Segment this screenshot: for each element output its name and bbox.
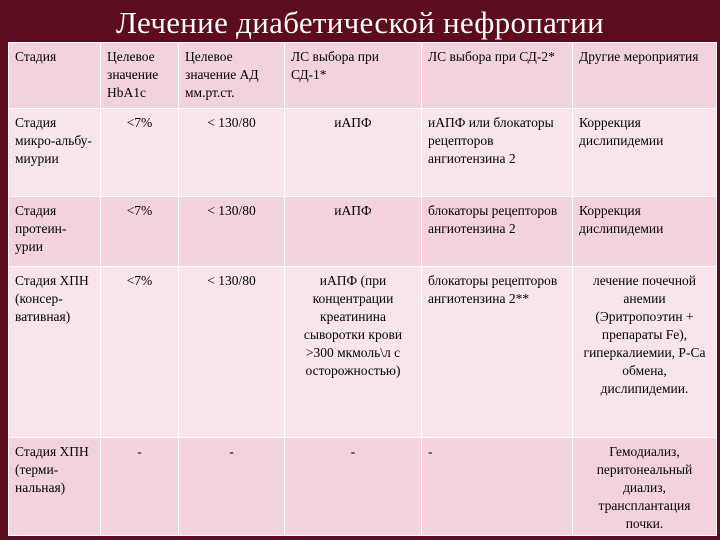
bp-cell: < 130/80 <box>179 197 285 267</box>
dm2-cell: - <box>422 438 573 536</box>
other-cell: Коррекция дислипидемии <box>573 109 717 197</box>
stage-cell: Стадия микро-альбу-миурии <box>9 109 101 197</box>
header-cell-dm2: ЛС выбора при СД-2* <box>422 43 573 109</box>
hba1c-cell: <7% <box>101 267 179 438</box>
stage-cell: Стадия ХПН (консер-вативная) <box>9 267 101 438</box>
dm1-cell: иАПФ <box>285 109 422 197</box>
other-cell: лечение почечной анемии (Эритропоэтин + препараты Fe), гиперкалиемии, Р-Са обмена, дислипидемии. <box>573 267 717 438</box>
bp-cell: < 130/80 <box>179 267 285 438</box>
header-cell-bp: Целевое значение АД мм.рт.ст. <box>179 43 285 109</box>
other-cell: Гемодиализ, перитонеальный диализ, трансплантация почки. <box>573 438 717 536</box>
header-cell-hba1c: Целевое значение HbA1c <box>101 43 179 109</box>
dm1-cell: иАПФ <box>285 197 422 267</box>
header-cell-stage: Стадия <box>9 43 101 109</box>
header-cell-dm1: ЛС выбора при СД-1* <box>285 43 422 109</box>
bp-cell: < 130/80 <box>179 109 285 197</box>
hba1c-cell: - <box>101 438 179 536</box>
dm2-cell: блокаторы рецепторов ангиотензина 2** <box>422 267 573 438</box>
dm1-cell: иАПФ (при концентрации креатинина сыворотки крови >300 мкмоль\л с осторожностью) <box>285 267 422 438</box>
treatment-table <box>8 42 717 536</box>
dm2-cell: иАПФ или блокаторы рецепторов ангиотензина 2 <box>422 109 573 197</box>
other-cell: Коррекция дислипидемии <box>573 197 717 267</box>
hba1c-cell: <7% <box>101 197 179 267</box>
table-header-row <box>9 43 717 109</box>
table-row <box>9 438 717 536</box>
hba1c-cell: <7% <box>101 109 179 197</box>
table-row <box>9 267 717 438</box>
dm1-cell: - <box>285 438 422 536</box>
header-cell-other: Другие мероприятия <box>573 43 717 109</box>
table-row <box>9 109 717 197</box>
dm2-cell: блокаторы рецепторов ангиотензина 2 <box>422 197 573 267</box>
bp-cell: - <box>179 438 285 536</box>
stage-cell: Стадия протеин-урии <box>9 197 101 267</box>
slide-title: Лечение диабетической нефропатии <box>115 5 605 40</box>
table-row <box>9 197 717 267</box>
stage-cell: Стадия ХПН (терми-нальная) <box>9 438 101 536</box>
